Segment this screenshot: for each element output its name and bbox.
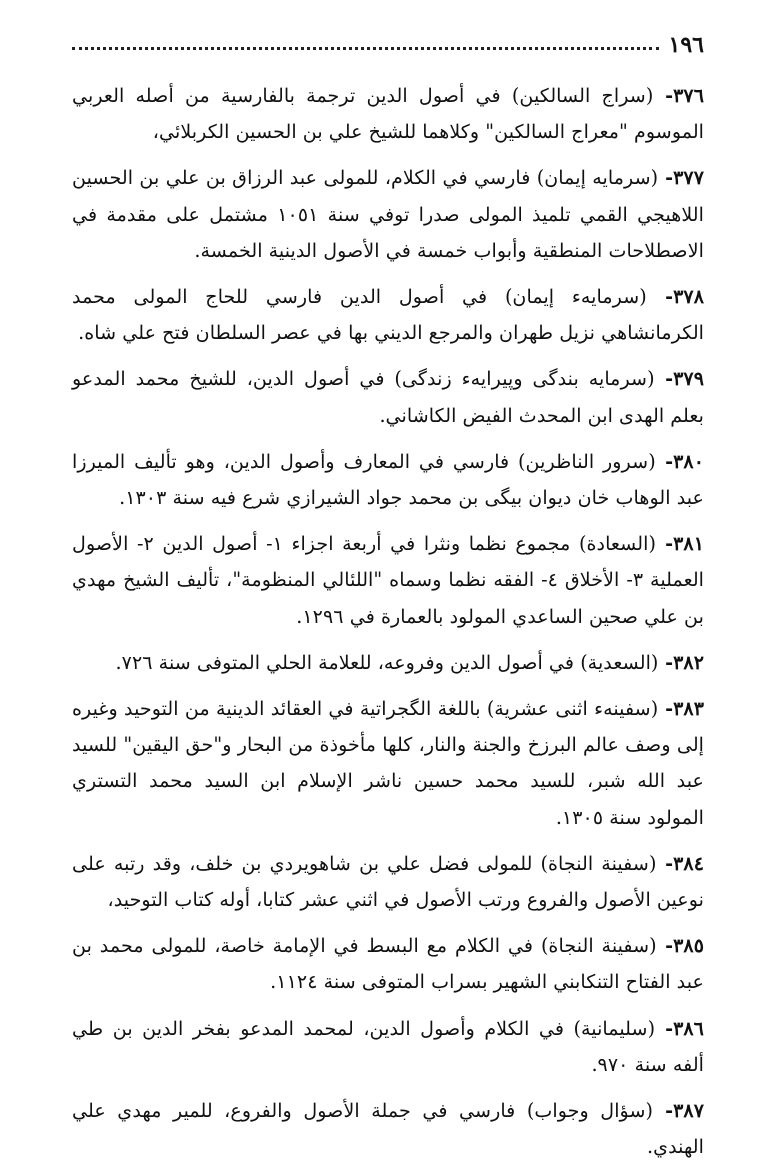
list-item <box>72 361 704 433</box>
list-item <box>72 1093 704 1165</box>
entry-number: ٣٨٠- <box>655 449 704 473</box>
list-item <box>72 78 704 150</box>
entry-number: ٣٨٥- <box>656 934 704 958</box>
entry-text: (سراج السالكين) في أصول الدين ترجمة بالفارسية من أصله العربي الموسوم "معراج السالكين" وكلاهما للشيخ علي بن الحسين الكربلائي، <box>72 84 704 144</box>
entry-number: ٣٨٦- <box>655 1016 704 1040</box>
list-item <box>72 645 704 681</box>
page-number: ١٩٦ <box>668 32 704 58</box>
entry-text: (السعدية) في أصول الدين وفروعه، للعلامة الحلي المتوفى سنة ٧٢٦. <box>115 650 659 674</box>
list-item <box>72 444 704 516</box>
entry-number: ٣٨٧- <box>653 1099 704 1123</box>
entry-text: (سفينة النجاة) في الكلام مع البسط في الإمامة خاصة، للمولى محمد بن عبد الفتاح التنكابني الشهير بسراب المتوفى سنة ١١٢٤. <box>72 934 704 994</box>
entry-number: ٣٨٤- <box>656 851 704 875</box>
page-header <box>72 30 704 60</box>
entry-number: ٣٧٦- <box>653 84 704 107</box>
entry-number: ٣٧٧- <box>658 166 704 190</box>
entry-text: (سفينهء اثنى عشرية) باللغة الگجراتية في العقائد الدينية من التوحيد وغيره إلى وصف عالم البرزخ والجنة والنار، كلها مأخوذة من البحار و"حق اليقين" للسيد عبد الله شبر، للسيد محمد حسين ناشر الإسلام ابن السيد محمد التستري المولود سنة ١٣٠٥. <box>72 697 704 829</box>
entry-number: ٣٨٢- <box>658 650 704 674</box>
list-item <box>72 1011 704 1083</box>
entry-text: (السعادة) مجموع نظما ونثرا في أربعة اجزاء ١- أصول الدين ٢- الأصول العملية ٣- الأخلاق ٤- الفقه نظما وسماه "اللئالي المنظومة"، تأليف الشيخ مهدي بن علي صحين الساعدي المولود بالعمارة في ١٢٩٦. <box>72 532 705 628</box>
entry-text: (سرور الناظرين) فارسي في المعارف وأصول الدين، وهو تأليف الميرزا عبد الوهاب خان ديوان بيگى بن محمد جواد الشيرازي شرع فيه سنة ١٣٠٣. <box>72 449 704 510</box>
list-item <box>72 928 704 1000</box>
list-item <box>72 526 704 635</box>
book-page <box>72 30 704 1175</box>
entry-text: (سرمايهء إيمان) في أصول الدين فارسي للحاج المولى محمد الكرمانشاهي نزيل طهران والمرجع الديني بها في عصر السلطان فتح علي شاه. <box>72 285 704 345</box>
list-item <box>72 279 704 351</box>
entry-number: ٣٧٨- <box>646 285 704 309</box>
entry-text: (سفينة النجاة) للمولى فضل علي بن شاهويردي بن خلف، وقد رتبه على نوعين الأصول والفروع ورتب الأصول في اثني عشر كتابا، أوله كتاب التوحيد، <box>72 851 704 912</box>
entry-number: ٣٨٣- <box>658 697 704 721</box>
entry-text: (سرمايه إيمان) فارسي في الكلام، للمولى عبد الرزاق بن علي بن الحسين اللاهيجي القمي تلميذ المولى صدرا توفي سنة ١٠٥١ مشتمل على مقدمة في الاصطلاحات المنطقية وأبواب خمسة في الأصول الدينية الخمسة. <box>72 166 704 262</box>
entry-text: (سرمايه بندگى وپيرايهء زندگى) في أصول الدين، للشيخ محمد المدعو بعلم الهدى ابن المحدث الفيض الكاشاني. <box>72 367 704 427</box>
list-item <box>72 160 704 269</box>
entry-text: (سليمانية) في الكلام وأصول الدين، لمحمد المدعو بفخر الدين بن طي ألفه سنة ٩٧٠. <box>72 1016 704 1076</box>
list-item <box>72 691 704 836</box>
entry-list <box>72 78 704 1165</box>
entry-number: ٣٧٩- <box>654 367 704 391</box>
dotted-rule <box>72 47 659 50</box>
list-item <box>72 846 704 918</box>
entry-number: ٣٨١- <box>655 532 704 556</box>
entry-text: (سؤال وجواب) فارسي في جملة الأصول والفروع، للمير مهدي علي الهندي. <box>72 1099 704 1159</box>
